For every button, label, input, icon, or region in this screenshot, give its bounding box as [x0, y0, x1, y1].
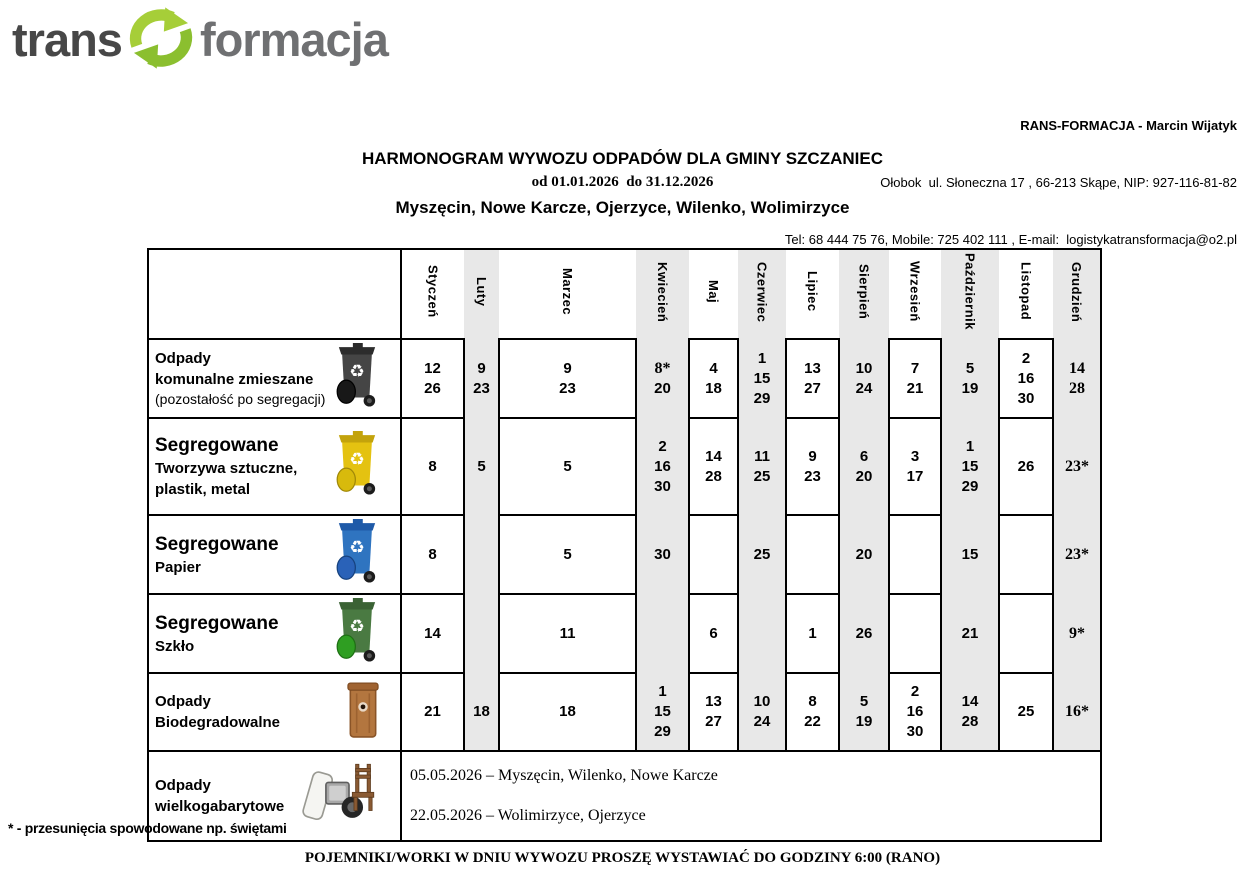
- schedule-cell: [499, 594, 636, 673]
- schedule-cell: [889, 515, 941, 594]
- row-label-line: Segregowane: [155, 612, 279, 634]
- month-label: Maj: [706, 279, 721, 304]
- schedule-cell: [738, 339, 786, 418]
- month-header: [689, 249, 738, 339]
- pickup-date: 2: [658, 437, 667, 455]
- schedule-cell: [499, 418, 636, 515]
- schedule-cell: [738, 418, 786, 515]
- month-label: Sierpień: [856, 264, 872, 320]
- schedule-cell: [401, 594, 464, 673]
- pickup-date: 23: [804, 467, 821, 485]
- schedule-cell: [464, 339, 499, 418]
- svg-text:♻: ♻: [349, 449, 365, 470]
- row-label: [155, 348, 332, 409]
- pickup-date: 8*: [654, 359, 671, 377]
- row-label-line: komunalne zmieszane: [155, 371, 314, 388]
- pickup-date: 25: [753, 467, 771, 485]
- pickup-date: 18: [559, 703, 576, 720]
- pickup-date: 9: [808, 447, 817, 465]
- schedule-table: [147, 248, 1102, 842]
- month-header: [464, 249, 499, 339]
- row-label-line: plastik, metal: [155, 481, 251, 498]
- pickup-date: 22: [804, 713, 821, 730]
- pickup-date: 14: [705, 447, 722, 465]
- pickup-date: 29: [961, 477, 979, 495]
- pickup-date: 9*: [1069, 624, 1085, 642]
- pickup-date: 15: [753, 369, 771, 387]
- row-label-cell: [148, 339, 401, 418]
- logo-text-formacja: formacja: [199, 13, 388, 66]
- pickup-date: 8: [428, 457, 437, 475]
- pickup-date: 14: [424, 624, 441, 642]
- pickup-date: 5: [965, 359, 975, 377]
- schedule-cell: [738, 594, 786, 673]
- schedule-cell: [941, 594, 999, 673]
- pickup-date: 25: [753, 545, 771, 563]
- month-header: [499, 249, 636, 339]
- row-label: [155, 532, 332, 578]
- pickup-date: 25: [1017, 703, 1035, 720]
- pickup-date: 5: [563, 545, 572, 563]
- pickup-date: 8: [808, 693, 817, 710]
- pickup-date: 5: [859, 692, 869, 710]
- pickup-date: 14: [961, 692, 979, 710]
- row-label-cell: [148, 594, 401, 673]
- month-label: Lipiec: [805, 271, 820, 312]
- schedule-cell: [499, 515, 636, 594]
- schedule-cell: [889, 594, 941, 673]
- pickup-date: 21: [961, 624, 979, 642]
- pickup-date: 9: [477, 359, 486, 377]
- company-address: Ołobok ul. Słoneczna 17 , 66-213 Skąpe, NIP: 927-116-81-82: [880, 175, 1237, 190]
- pickup-date: 30: [1017, 389, 1035, 407]
- schedule-cell: [738, 515, 786, 594]
- pickup-date: 1: [808, 624, 817, 642]
- asterisk-note: * - przesunięcia spowodowane np. świętami: [8, 820, 287, 836]
- pickup-date: 12: [424, 359, 441, 377]
- pickup-date: 19: [855, 712, 873, 730]
- schedule-cell: [786, 594, 839, 673]
- date-range: od 01.01.2026 do 31.12.2026: [531, 174, 714, 190]
- row-label-line: Tworzywa sztuczne,: [155, 460, 298, 477]
- pickup-date: 16: [1017, 369, 1035, 387]
- brown-bin-icon: [344, 680, 396, 745]
- pickup-date: 21: [424, 703, 441, 720]
- month-label: Listopad: [1018, 262, 1034, 321]
- pickup-date: 18: [705, 379, 722, 397]
- pickup-date: 27: [705, 713, 722, 730]
- svg-text:♻: ♻: [349, 361, 365, 382]
- logo-text-trans: trans: [12, 13, 122, 66]
- schedule-cell: [636, 339, 689, 418]
- schedule-cell: [1053, 339, 1101, 418]
- schedule-cell: [689, 515, 738, 594]
- pickup-date: 26: [424, 379, 441, 397]
- row-label-cell: [148, 418, 401, 515]
- month-header: [1053, 249, 1101, 339]
- pickup-date: 4: [709, 359, 718, 377]
- row-label: [155, 691, 344, 733]
- schedule-cell: [999, 339, 1053, 418]
- row-label: [155, 775, 302, 817]
- month-header: [401, 249, 464, 339]
- row-label-line: Segregowane: [155, 533, 279, 555]
- pickup-date: 16*: [1065, 702, 1089, 720]
- schedule-cell: [1053, 418, 1101, 515]
- month-label: Czerwiec: [754, 261, 770, 323]
- pickup-date: 28: [705, 467, 722, 485]
- pickup-date: 23*: [1065, 457, 1089, 475]
- pickup-date: 28: [961, 712, 979, 730]
- pickup-date: 30: [654, 545, 671, 563]
- schedule-cell: [689, 594, 738, 673]
- schedule-cell: [499, 673, 636, 751]
- pickup-date: 27: [804, 379, 821, 397]
- bulky-waste-icon: [302, 761, 396, 832]
- pickup-date: 9: [563, 359, 572, 377]
- locations-line: Myszęcin, Nowe Karcze, Ojerzyce, Wilenko, Wolimirzyce: [395, 198, 850, 217]
- schedule-cell: [786, 418, 839, 515]
- pickup-date: 5: [477, 457, 486, 475]
- schedule-table-container: [147, 248, 1102, 842]
- pickup-date: 6: [859, 447, 869, 465]
- schedule-cell: [464, 673, 499, 751]
- pickup-date: 19: [961, 379, 979, 397]
- schedule-cell: [941, 418, 999, 515]
- pickup-date: 23: [559, 379, 576, 397]
- month-label: Marzec: [560, 267, 575, 316]
- pickup-date: 1: [757, 349, 767, 367]
- month-header: [941, 249, 999, 339]
- pickup-date: 23*: [1065, 545, 1089, 563]
- logo: [12, 6, 388, 74]
- pickup-date: 20: [654, 379, 671, 397]
- pickup-date: 29: [654, 722, 671, 740]
- pickup-date: 15: [961, 545, 979, 563]
- black-bin-icon: [332, 343, 396, 414]
- schedule-cell: [941, 673, 999, 751]
- schedule-cell: [636, 594, 689, 673]
- company-contact: Tel: 68 444 75 76, Mobile: 725 402 111 , E-mail: logistykatransformacja@o2.pl: [784, 232, 1237, 247]
- row-label: [155, 611, 332, 657]
- schedule-cell: [738, 673, 786, 751]
- schedule-cell: [941, 339, 999, 418]
- schedule-cell: [1053, 515, 1101, 594]
- month-label: Grudzień: [1069, 261, 1084, 323]
- schedule-cell: [464, 418, 499, 515]
- row-label-line: Biodegradowalne: [155, 714, 281, 731]
- pickup-date: 26: [1017, 457, 1035, 475]
- month-header: [839, 249, 889, 339]
- pickup-date: 10: [753, 692, 771, 710]
- schedule-cell: [636, 515, 689, 594]
- schedule-cell: [401, 339, 464, 418]
- pickup-date: 8: [428, 545, 437, 563]
- schedule-cell: [464, 594, 499, 673]
- pickup-date: 24: [855, 379, 873, 397]
- pickup-date: 6: [709, 624, 718, 642]
- schedule-cell: [636, 673, 689, 751]
- pickup-date: 15: [654, 702, 671, 720]
- pickup-date: 10: [855, 359, 873, 377]
- schedule-cell: [689, 339, 738, 418]
- month-header: [999, 249, 1053, 339]
- month-label: Styczeń: [425, 265, 441, 318]
- schedule-cell: [636, 418, 689, 515]
- schedule-cell: [839, 594, 889, 673]
- row-label-line: Odpady: [155, 693, 211, 710]
- corner-cell: [148, 249, 401, 339]
- pickup-date: 2: [910, 683, 920, 700]
- schedule-cell: [889, 418, 941, 515]
- row-label-cell: [148, 673, 401, 751]
- schedule-cell: [941, 515, 999, 594]
- pickup-date: 18: [473, 702, 490, 720]
- schedule-cell: [1053, 594, 1101, 673]
- yellow-bin-icon: [332, 431, 396, 502]
- schedule-cell: [401, 418, 464, 515]
- row-label-cell: [148, 515, 401, 594]
- blue-bin-icon: [332, 519, 396, 590]
- schedule-cell: [889, 339, 941, 418]
- recycle-arrows-icon: [125, 6, 197, 75]
- pickup-date: 20: [855, 545, 873, 563]
- schedule-cell: [839, 339, 889, 418]
- month-label: Kwiecień: [655, 261, 670, 323]
- schedule-cell: [464, 515, 499, 594]
- pickup-date: 24: [753, 712, 771, 730]
- svg-text:♻: ♻: [349, 616, 365, 637]
- svg-text:♻: ♻: [349, 537, 365, 558]
- month-label: Październik: [962, 253, 978, 331]
- row-label: [155, 433, 332, 500]
- pickup-date: 1: [658, 682, 667, 700]
- pickup-date: 30: [906, 723, 924, 740]
- schedule-cell: [689, 418, 738, 515]
- pickup-date: 11: [559, 624, 576, 642]
- schedule-cell: [786, 515, 839, 594]
- pickup-date: 29: [753, 389, 771, 407]
- schedule-cell: [999, 673, 1053, 751]
- schedule-cell: [401, 515, 464, 594]
- bulky-date-line: 22.05.2026 – Wolimirzyce, Ojerzyce: [410, 807, 646, 824]
- pickup-date: 13: [804, 359, 821, 377]
- month-label: Wrzesień: [907, 261, 923, 322]
- pickup-date: 17: [906, 467, 924, 485]
- page-title: HARMONOGRAM WYWOZU ODPADÓW DLA GMINY SZCZANIEC: [362, 149, 883, 168]
- month-label: Luty: [474, 277, 489, 307]
- schedule-cell: [839, 418, 889, 515]
- pickup-date: 3: [910, 447, 920, 465]
- bulky-dates-cell: [401, 751, 1101, 841]
- schedule-cell: [689, 673, 738, 751]
- pickup-date: 28: [1069, 379, 1085, 397]
- row-label-line: Segregowane: [155, 435, 279, 456]
- month-header: [786, 249, 839, 339]
- row-label-line: Odpady: [155, 777, 211, 794]
- bottom-notice: POJEMNIKI/WORKI W DNIU WYWOZU PROSZĘ WYSTAWIAĆ DO GODZINY 6:00 (RANO): [304, 850, 941, 866]
- row-label-line: Szkło: [155, 637, 195, 655]
- month-header: [636, 249, 689, 339]
- pickup-date: 30: [654, 477, 671, 495]
- pickup-date: 1: [965, 437, 975, 455]
- row-label-line: wielkogabarytowe: [155, 798, 285, 815]
- schedule-cell: [786, 673, 839, 751]
- schedule-cell: [999, 594, 1053, 673]
- green-bin-icon: [332, 598, 396, 669]
- pickup-date: 21: [906, 379, 924, 397]
- schedule-cell: [401, 673, 464, 751]
- row-label-line: Odpady: [155, 350, 211, 367]
- schedule-cell: [839, 515, 889, 594]
- month-header: [889, 249, 941, 339]
- pickup-date: 23: [473, 379, 490, 397]
- bulky-date-line: 05.05.2026 – Myszęcin, Wilenko, Nowe Karcze: [410, 767, 718, 784]
- pickup-date: 11: [754, 447, 770, 465]
- pickup-date: 7: [910, 359, 920, 377]
- pickup-date: 26: [855, 624, 873, 642]
- pickup-date: 14: [1069, 359, 1085, 377]
- pickup-date: 13: [705, 693, 722, 710]
- pickup-date: 5: [563, 457, 572, 475]
- month-header: [738, 249, 786, 339]
- schedule-cell: [889, 673, 941, 751]
- titles: [0, 149, 1245, 218]
- pickup-date: 16: [654, 457, 671, 475]
- schedule-cell: [499, 339, 636, 418]
- company-name: RANS-FORMACJA - Marcin Wijatyk: [1020, 118, 1237, 133]
- schedule-cell: [999, 418, 1053, 515]
- pickup-date: 2: [1021, 349, 1031, 367]
- pickup-date: 15: [961, 457, 979, 475]
- schedule-cell: [999, 515, 1053, 594]
- schedule-cell: [1053, 673, 1101, 751]
- schedule-cell: [839, 673, 889, 751]
- pickup-date: 20: [855, 467, 873, 485]
- pickup-date: 16: [906, 703, 924, 720]
- row-label-line: (pozostałość po segregacji): [155, 391, 326, 407]
- row-label-line: Papier: [155, 558, 201, 576]
- schedule-cell: [786, 339, 839, 418]
